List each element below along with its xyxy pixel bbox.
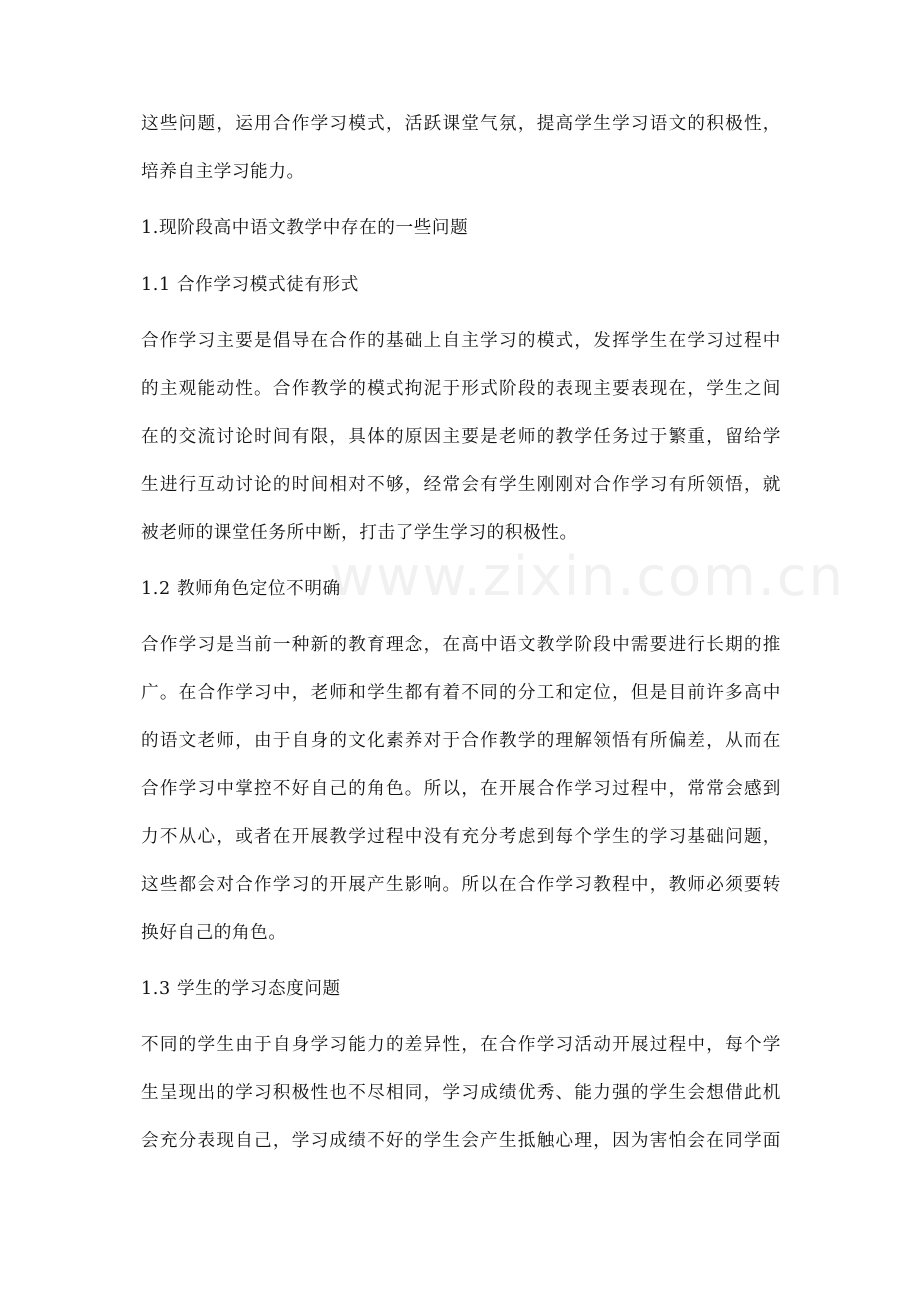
paragraph-1-3-line-2: 生呈现出的学习积极性也不尽相同，学习成绩优秀、能力强的学生会想借此机 (141, 1083, 781, 1103)
paragraph-1-2-line-3: 的语文老师，由于自身的文化素养对于合作教学的理解领悟有所偏差，从而在 (141, 731, 781, 751)
subsection-heading-1-3: 1.3 学生的学习态度问题 (141, 979, 341, 999)
paragraph-1-1-line-5: 被老师的课堂任务所中断，打击了学生学习的积极性。 (141, 523, 578, 543)
paragraph-1-3-line-1: 不同的学生由于自身学习能力的差异性，在合作学习活动开展过程中，每个学 (141, 1035, 781, 1055)
paragraph-1-2-line-1: 合作学习是当前一种新的教育理念，在高中语文教学阶段中需要进行长期的推 (141, 635, 781, 655)
paragraph-1-2-line-5: 力不从心，或者在开展教学过程中没有充分考虑到每个学生的学习基础问题， (141, 827, 781, 847)
paragraph-1-1-line-4: 生进行互动讨论的时间相对不够，经常会有学生刚刚对合作学习有所领悟，就 (141, 475, 781, 495)
paragraph-1-3-line-3: 会充分表现自己，学习成绩不好的学生会产生抵触心理，因为害怕会在同学面 (141, 1131, 781, 1151)
paragraph-intro-line-2: 培养自主学习能力。 (141, 162, 305, 182)
paragraph-1-1-line-3: 在的交流讨论时间有限，具体的原因主要是老师的教学任务过于繁重，留给学 (141, 427, 781, 447)
paragraph-intro-line-1: 这些问题，运用合作学习模式，活跃课堂气氛，提高学生学习语文的积极性， (141, 114, 781, 134)
paragraph-1-2-line-7: 换好自己的角色。 (141, 923, 287, 943)
subsection-heading-1-1: 1.1 合作学习模式徒有形式 (141, 275, 359, 295)
section-heading-1: 1.现阶段高中语文教学中存在的一些问题 (141, 218, 469, 238)
paragraph-1-2-line-2: 广。在合作学习中，老师和学生都有着不同的分工和定位，但是目前许多高中 (141, 683, 781, 703)
paragraph-1-1-line-1: 合作学习主要是倡导在合作的基础上自主学习的模式，发挥学生在学习过程中 (141, 331, 781, 351)
paragraph-1-2-line-4: 合作学习中掌控不好自己的角色。所以，在开展合作学习过程中，常常会感到 (141, 779, 781, 799)
watermark: www.zixin.com.cn (330, 545, 845, 608)
subsection-heading-1-2: 1.2 教师角色定位不明确 (141, 579, 341, 599)
paragraph-1-1-line-2: 的主观能动性。合作教学的模式拘泥于形式阶段的表现主要表现在，学生之间 (141, 379, 781, 399)
paragraph-1-2-line-6: 这些都会对合作学习的开展产生影响。所以在合作学习教程中，教师必须要转 (141, 875, 781, 895)
